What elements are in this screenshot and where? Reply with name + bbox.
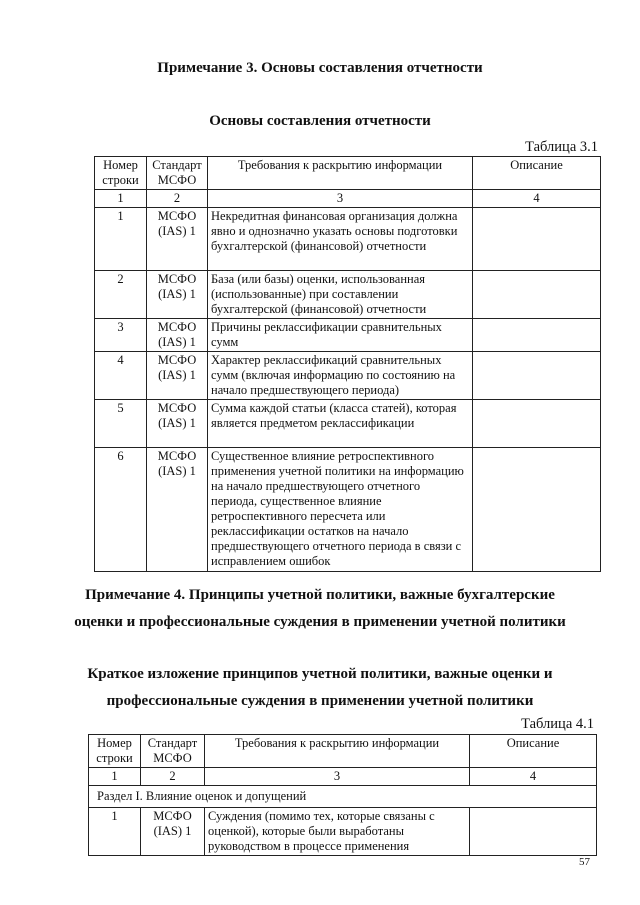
note3-subtitle: Основы составления отчетности [209,113,431,129]
standard-cell: МСФО (IAS) 1 [147,271,208,319]
header-cell: Номер строки [95,157,147,190]
header-cell: Стандарт МСФО [147,157,208,190]
table-row [95,400,601,448]
header-cell: Описание [473,157,601,190]
table-row [95,271,601,319]
table-row [95,448,601,572]
row-number-cell: 6 [95,448,147,572]
requirement-cell: Характер реклассификаций сравнительных сумм (включая информацию по состоянию на начало предшествующего периода) [208,352,473,400]
column-number-cell: 1 [95,190,147,208]
header-cell: Номер строки [89,735,141,768]
row-number-cell: 4 [95,352,147,400]
requirement-cell: Суждения (помимо тех, которые связаны с оценкой), которые были выработаны руководством в процессе применения [205,808,470,856]
note4-title-line1: Примечание 4. Принципы учетной политики, важные бухгалтерские [85,587,555,603]
row-number-cell: 1 [95,208,147,271]
note4-subtitle-line1: Краткое изложение принципов учетной политики, важные оценки и [87,666,553,682]
row-number-cell: 1 [89,808,141,856]
header-cell: Требования к раскрытию информации [205,735,470,768]
standard-cell: МСФО (IAS) 1 [147,208,208,271]
column-number-cell: 2 [141,768,205,786]
note4-subtitle-line2: профессиональные суждения в применении учетной политики [106,693,534,709]
note4-subtitle [0,661,640,715]
description-cell [473,319,601,352]
header-cell: Стандарт МСФО [141,735,205,768]
requirement-cell: Некредитная финансовая организация должна явно и однозначно указать основы подготовки бухгалтерской (финансовой) отчетности [208,208,473,271]
table-header-row [95,157,601,190]
description-cell [473,352,601,400]
section-row [89,786,597,808]
row-number-cell: 2 [95,271,147,319]
requirement-cell: База (или базы) оценки, использованная (использованные) при составлении бухгалтерской (финансовой) отчетности [208,271,473,319]
column-number-cell: 3 [205,768,470,786]
requirement-cell: Сумма каждой статьи (класса статей), которая является предметом реклассификации [208,400,473,448]
table-row [95,208,601,271]
column-number-cell: 1 [89,768,141,786]
table-4-1 [88,734,597,856]
table-4-1-label: Таблица 4.1 [521,716,594,732]
table-row [95,319,601,352]
column-number-cell: 3 [208,190,473,208]
note3-title: Примечание 3. Основы составления отчетности [157,60,483,76]
table-3-1 [94,156,601,572]
note4-title [0,582,640,636]
description-cell [473,400,601,448]
column-number-cell: 4 [473,190,601,208]
header-cell: Требования к раскрытию информации [208,157,473,190]
table-header-row [89,735,597,768]
column-number-cell: 4 [470,768,597,786]
section-title-cell: Раздел I. Влияние оценок и допущений [89,786,597,808]
column-number-row [95,190,601,208]
column-number-cell: 2 [147,190,208,208]
description-cell [473,208,601,271]
requirement-cell: Существенное влияние ретроспективного применения учетной политики на информацию на начало предшествующего отчетного периода, существенное влияние ретроспективного пересчета или реклассификации остатков на начало предшествующего отчетного периода в связи с исправлением ошибок [208,448,473,572]
row-number-cell: 5 [95,400,147,448]
standard-cell: МСФО (IAS) 1 [147,352,208,400]
table-row [95,352,601,400]
header-cell: Описание [470,735,597,768]
table-3-1-label: Таблица 3.1 [525,139,598,155]
column-number-row [89,768,597,786]
page-number: 57 [579,856,590,868]
standard-cell: МСФО (IAS) 1 [147,400,208,448]
table-row [89,808,597,856]
description-cell [473,271,601,319]
row-number-cell: 3 [95,319,147,352]
standard-cell: МСФО (IAS) 1 [147,319,208,352]
note4-title-line2: оценки и профессиональные суждения в применении учетной политики [74,614,566,630]
standard-cell: МСФО (IAS) 1 [141,808,205,856]
standard-cell: МСФО (IAS) 1 [147,448,208,572]
description-cell [473,448,601,572]
requirement-cell: Причины реклассификации сравнительных сумм [208,319,473,352]
description-cell [470,808,597,856]
